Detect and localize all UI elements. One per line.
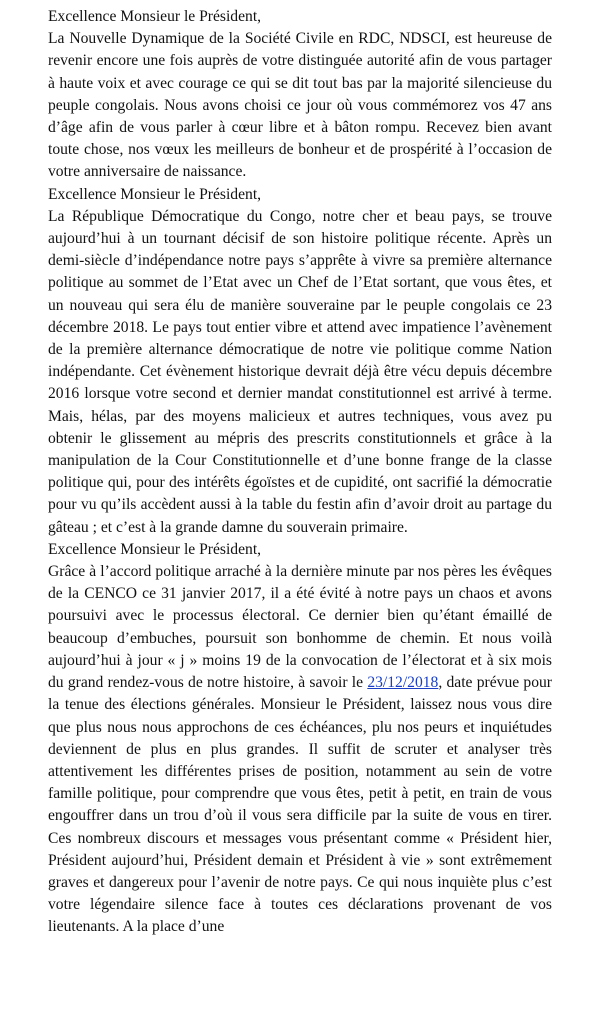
letter-document (48, 6, 552, 939)
paragraph-3 (48, 561, 552, 938)
paragraph-3-text-after-link: , date prévue pour la tenue des élections générales. Monsieur le Président, laissez nous vous dire que plus nous nous approchons de ces échéances, plu nos peurs et inquiétudes deviennent de plus en plus grandes. Il suffit de scruter et analyser très attentivement les différentes prises de position, notamment au sein de votre famille politique, pour comprendre que vous êtes, petit à petit, en train de vous engouffrer dans un trou d’où il vous sera difficile par la suite de vous en tirer. Ces nombreux discours et messages vous présentant comme « Président hier, Président aujourd’hui, Président demain et Président à vie » sont extrêmement graves et dangereux pour l’avenir de notre pays. Ce qui nous inquiète plus c’est votre légendaire silence face à toutes ces déclarations provenant de vos lieutenants. A la place d’une (48, 674, 553, 936)
salutation-1: Excellence Monsieur le Président, (48, 8, 262, 25)
paragraph-2: La République Démocratique du Congo, notre cher et beau pays, se trouve aujourd’hui à un tournant décisif de son histoire politique récente. Après un demi-siècle d’indépendance notre pays s’apprête à vivre sa première alternance politique au sommet de l’Etat avec un Chef de l’Etat sortant, que vous êtes, et un nouveau qui sera élu de manière souveraine par le peuple congolais ce 23 décembre 2018. Le pays tout entier vibre et attend avec impatience l’avènement de la première alternance démocratique de notre vie politique comme Nation indépendante. Cet évènement historique devrait déjà être vécu depuis décembre 2016 lorsque votre second et dernier mandat constitutionnel est arrivé à terme. Mais, hélas, par des moyens malicieux et autres techniques, vous avez pu obtenir le glissement au mépris des prescrits constitutionnels et grâce à la manipulation de la Cour Constitutionnelle et d’une bonne frange de la classe politique qui, pour des intérêts égoïstes et de cupidité, ont sacrifié la démocratie pour vu qu’ils accèdent aussi à la table du festin afin d’avoir droit au partage du gâteau ; et c’est à la grande damne du souverain primaire. (48, 207, 552, 536)
salutation-2: Excellence Monsieur le Président, (48, 185, 262, 203)
salutation-3: Excellence Monsieur le Président, (48, 540, 262, 558)
paragraph-3-text-before-link: Grâce à l’accord politique arraché à la dernière minute par nos pères les évêques de la CENCO ce 31 janvier 2017, il a été évité à notre pays un chaos et avons poursuivi avec le processus électoral. Ce dernier bien qu’étant émaillé de beaucoup d’embuches, poursuit son bonhomme de chemin. Et nous voilà aujourd’hui à jour « j » moins 19 de la convocation de l’électorat et à six mois du grand rendez-vous de notre histoire, à savoir le (48, 563, 552, 692)
paragraph-1: La Nouvelle Dynamique de la Société Civile en RDC, NDSCI, est heureuse de revenir encore une fois auprès de votre distinguée autorité afin de vous partager à haute voix et avec courage ce qui se dit tout bas par la majorité silencieuse du peuple congolais. Nous avons choisi ce jour où vous commémorez vos 47 ans d’âge afin de vous parler à cœur libre et à bâton rompu. Recevez bien avant toute chose, nos vœux les meilleurs de bonheur et de prospérité à l’occasion de votre anniversaire de naissance. (48, 30, 552, 181)
election-date-link[interactable]: 23/12/2018 (367, 674, 439, 692)
